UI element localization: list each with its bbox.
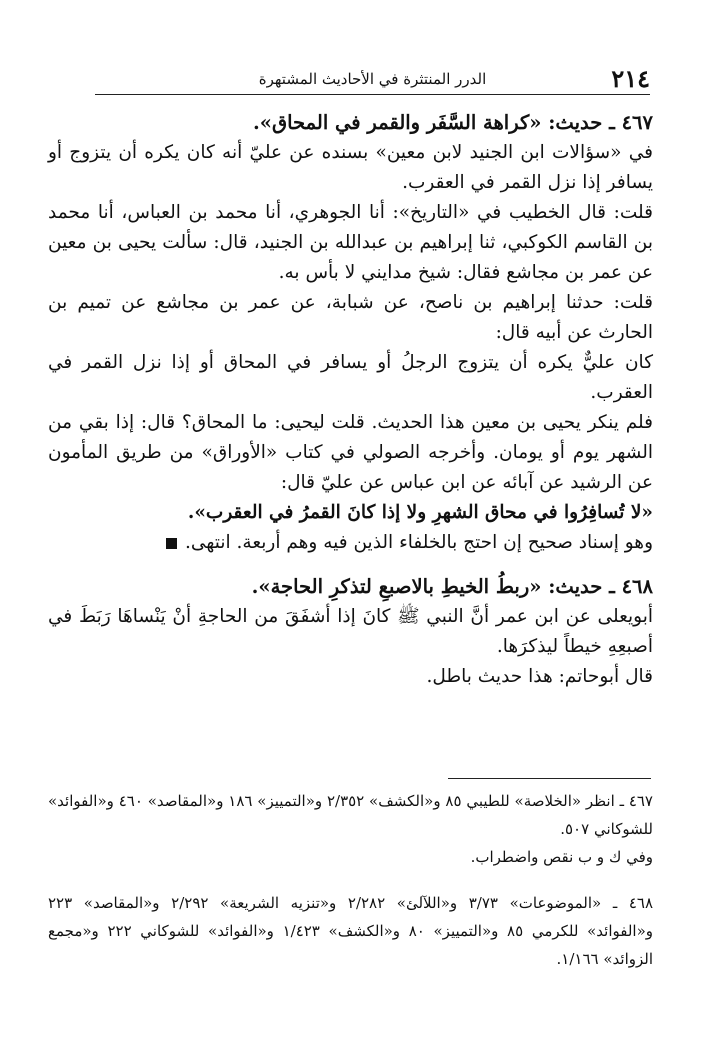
- footnote-divider: [448, 778, 651, 779]
- hadith-468-line-1: أبويعلى عن ابن عمر أنَّ النبي ﷺ كانَ إذا أشفَقَ من الحاجةِ أنْ يَنْساهَا رَبَطَ في أصبعِهِ خيطاً ليذكرَها.: [48, 606, 653, 657]
- running-title: الدرر المنتثرة في الأحاديث المشتهرة: [258, 70, 487, 88]
- hadith-467-line-4: كان عليٌّ يكره أن يتزوج الرجلُ أو يسافر في المحاق أو إذا نزل القمر في العقرب.: [48, 352, 653, 403]
- hadith-467-quote: «لا تُسافِرُوا في محاق الشهرِ ولا إذا كانَ القمرُ في العقرب».: [187, 502, 653, 523]
- hadith-467-line-1: في «سؤالات ابن الجنيد لابن معين» بسنده عن عليّ أنه كان يكره أن يتزوج أو يسافر إذا نزل القمر في العقرب.: [48, 142, 653, 193]
- hadith-467-line-2: قلت: قال الخطيب في «التاريخ»: أنا الجوهري، أنا محمد بن العباس، أنا محمد بن القاسم الكوكبي، ثنا إبراهيم بن عبدالله بن الجنيد، قال: سألت يحيى بن معين عن عمر بن مجاشع فقال: شيخ مدايني لا بأس به.: [48, 202, 653, 283]
- hadith-467-closing-line: [48, 528, 653, 558]
- hadith-467-line-3: قلت: حدثنا إبراهيم بن ناصح، عن شبابة، عن عمر بن مجاشع عن تميم بن الحارث عن أبيه قال:: [48, 292, 653, 343]
- hadith-467-line-5: فلم ينكر يحيى بن معين هذا الحديث. قلت ليحيى: ما المحاق؟ قال: إذا بقي من الشهر يوم أو يومان. وأخرجه الصولي في كتاب «الأوراق» من طريق المأمون عن الرشيد عن آبائه عن ابن عباس عن عليّ قال:: [48, 412, 653, 493]
- hadith-467-heading: ٤٦٧ ـ حديث: «كراهة السَّفَر والقمر في المحاق».: [253, 111, 653, 134]
- footnote-467-note: وفي ك و ب نقص واضطراب.: [470, 848, 653, 866]
- footnotes: [48, 787, 653, 973]
- main-text: [48, 108, 653, 692]
- footnote-467: ٤٦٧ ـ انظر «الخلاصة» للطيبي ٨٥ و«الكشف» ٢/٣٥٢ و«التمييز» ١٨٦ و«المقاصد» ٤٦٠ و«الفوائد» للشوكاني ٥٠٧.: [48, 792, 653, 838]
- footnote-spacer: [48, 871, 653, 889]
- footnote-468: ٤٦٨ ـ «الموضوعات» ٣/٧٣ و«اللآلئ» ٢/٢٨٢ و«تنزيه الشريعة» ٢/٢٩٢ و«المقاصد» ٢٢٣ و«الفوائد» للكرمي ٨٥ و«التمييز» ٨٠ و«الكشف» ١/٤٢٣ و«الفوائد» للشوكاني ٢٢٢ و«مجمع الزوائد» ١/١٦٦.: [48, 894, 654, 968]
- end-square-icon: [166, 538, 177, 549]
- hadith-468-heading: ٤٦٨ ـ حديث: «ربطُ الخيطِ بالاصبعِ لتذكرِ الحاجة».: [251, 575, 653, 598]
- page-number: ٢١٤: [611, 64, 650, 93]
- hadith-467-closing: وهو إسناد صحيح إن احتج بالخلفاء الذين فيه وهم أربعة. انتهى.: [184, 532, 653, 553]
- page-header: [95, 62, 650, 95]
- hadith-468-line-2: قال أبوحاتم: هذا حديث باطل.: [426, 666, 653, 687]
